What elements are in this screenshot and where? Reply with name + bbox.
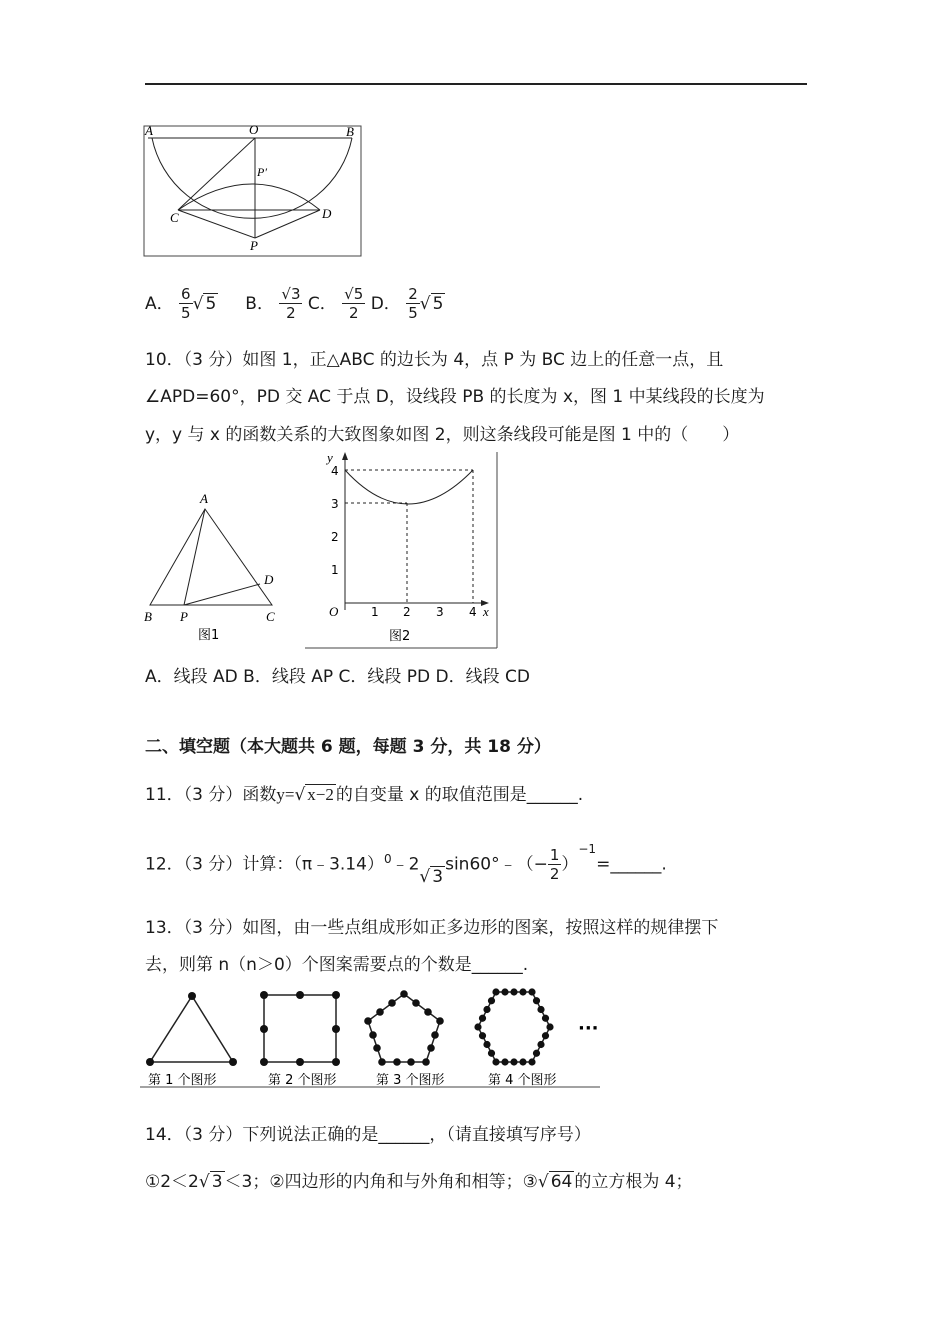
hexagon-dot (474, 1023, 481, 1030)
q10-figure2 (305, 450, 500, 650)
q14-line1: 14．（3 分）下列说法正确的是______，（请直接填写序号） (145, 1125, 591, 1145)
q10-fig2-t3: 3 (436, 605, 444, 619)
q9-label-B: B (346, 124, 354, 139)
hexagon-dot (542, 1015, 549, 1022)
q13-caption-2: 第 2 个图形 (268, 1073, 337, 1088)
hexagon-dot (501, 988, 508, 995)
hexagon-dot (510, 988, 517, 995)
section-2-heading: 二、填空题（本大题共 6 题，每题 3 分，共 18 分） (145, 737, 551, 757)
q10-fig2-t1: 1 (371, 605, 379, 619)
option-d[interactable]: D． $\frac{2}{5}$ √ 5 (370, 285, 444, 322)
q10-fig2-O: O (329, 604, 339, 619)
q9-label-D: D (322, 206, 332, 221)
q13-caption-3: 第 3 个图形 (376, 1073, 445, 1088)
q10-fig2-t4: 4 (469, 605, 477, 619)
option-a[interactable]: A． $\frac{6}{5}$ √ 5 (145, 285, 217, 322)
q9-label-P2: P′ (257, 165, 267, 179)
q10-fig2-t2: 2 (403, 605, 411, 619)
hexagon-dot (528, 1058, 535, 1065)
hexagon-dot (533, 997, 540, 1004)
q13-line1: 13．（3 分）如图，由一些点组成形如正多边形的图案，按照这样的规律摆下 (145, 918, 719, 938)
q10-fig1-D: D (264, 572, 274, 587)
q10-options[interactable]: A．线段 AD B．线段 AP C．线段 PD D．线段 CD (145, 667, 530, 687)
hexagon-dot (542, 1032, 549, 1039)
q13-figure (140, 984, 602, 1090)
q9-label-A: A (145, 123, 153, 138)
q10-fig2-y3: 3 (331, 497, 339, 511)
q10-fig1-caption: 图1 (198, 628, 220, 643)
hexagon-dot (492, 1058, 499, 1065)
q14-line2: ①2＜2√ 3 ＜3；②四边形的内角和与外角和相等；③√ 64 的立方根为 4； (145, 1172, 693, 1192)
hexagon-dot (519, 1058, 526, 1065)
hexagon-dot (501, 1058, 508, 1065)
q10-line1: 10．（3 分）如图 1，正△ABC 的边长为 4，点 P 为 BC 边上的任意一点，且 (145, 350, 724, 370)
q9-label-O: O (249, 122, 259, 137)
q9-figure (140, 118, 365, 260)
hexagon-dot (483, 1041, 490, 1048)
q10-fig2-y4: 4 (331, 464, 339, 478)
q10-figure1 (140, 487, 300, 649)
hexagon-dot (483, 1006, 490, 1013)
q10-line3: y，y 与 x 的函数关系的大致图象如图 2，则这条线段可能是图 1 中的（ ） (145, 425, 740, 445)
q9-options (145, 285, 445, 322)
hexagon-dot (510, 1058, 517, 1065)
hexagon-dot (533, 1050, 540, 1057)
hexagon-dot (537, 1041, 544, 1048)
hexagon-dot (519, 988, 526, 995)
q9-label-C: C (170, 210, 179, 225)
hexagon-dot (479, 1015, 486, 1022)
hexagon-dot (488, 1050, 495, 1057)
q10-fig2-x: x (483, 604, 489, 619)
q10-fig1-B: B (144, 609, 152, 624)
q10-fig1-C: C (266, 609, 275, 624)
option-c[interactable]: C． $\frac{√5}{2}$ (307, 285, 364, 322)
q10-line2: ∠APD=60°，PD 交 AC 于点 D，设线段 PB 的长度为 x，图 1 中某线段的长度为 (145, 387, 765, 407)
q11: 11．（3 分）函数y=√ x−2 的自变量 x 的取值范围是______. (145, 785, 584, 805)
q10-fig1-P: P (180, 609, 188, 624)
q10-fig2-caption: 图2 (389, 629, 411, 644)
hexagon-dot (492, 988, 499, 995)
q12: 12．（3 分）计算：（π﹣3.14）$^0$﹣2√ 3sin60°﹣（− $\frac{1}{2}$ ）$^{-1}$=______. (145, 841, 667, 887)
option-b[interactable]: B． $\frac{√3}{2}$ (245, 285, 301, 322)
q13-caption-4: 第 4 个图形 (488, 1073, 557, 1088)
q10-fig2-y2: 2 (331, 530, 339, 544)
hexagon-dot (488, 997, 495, 1004)
hexagon-dot (546, 1023, 553, 1030)
q13-caption-1: 第 1 个图形 (148, 1073, 217, 1088)
hexagon-dot (528, 988, 535, 995)
hexagon-dot (537, 1006, 544, 1013)
q9-label-P: P (250, 238, 258, 253)
hexagon-dot (479, 1032, 486, 1039)
q13-dots: ··· (578, 1018, 599, 1039)
header-rule (145, 83, 807, 85)
q10-fig2-y1: 1 (331, 563, 339, 577)
q13-line2: 去，则第 n（n＞0）个图案需要点的个数是______. (145, 955, 529, 975)
q10-fig2-y: y (327, 450, 333, 465)
q10-fig1-A: A (200, 491, 208, 506)
